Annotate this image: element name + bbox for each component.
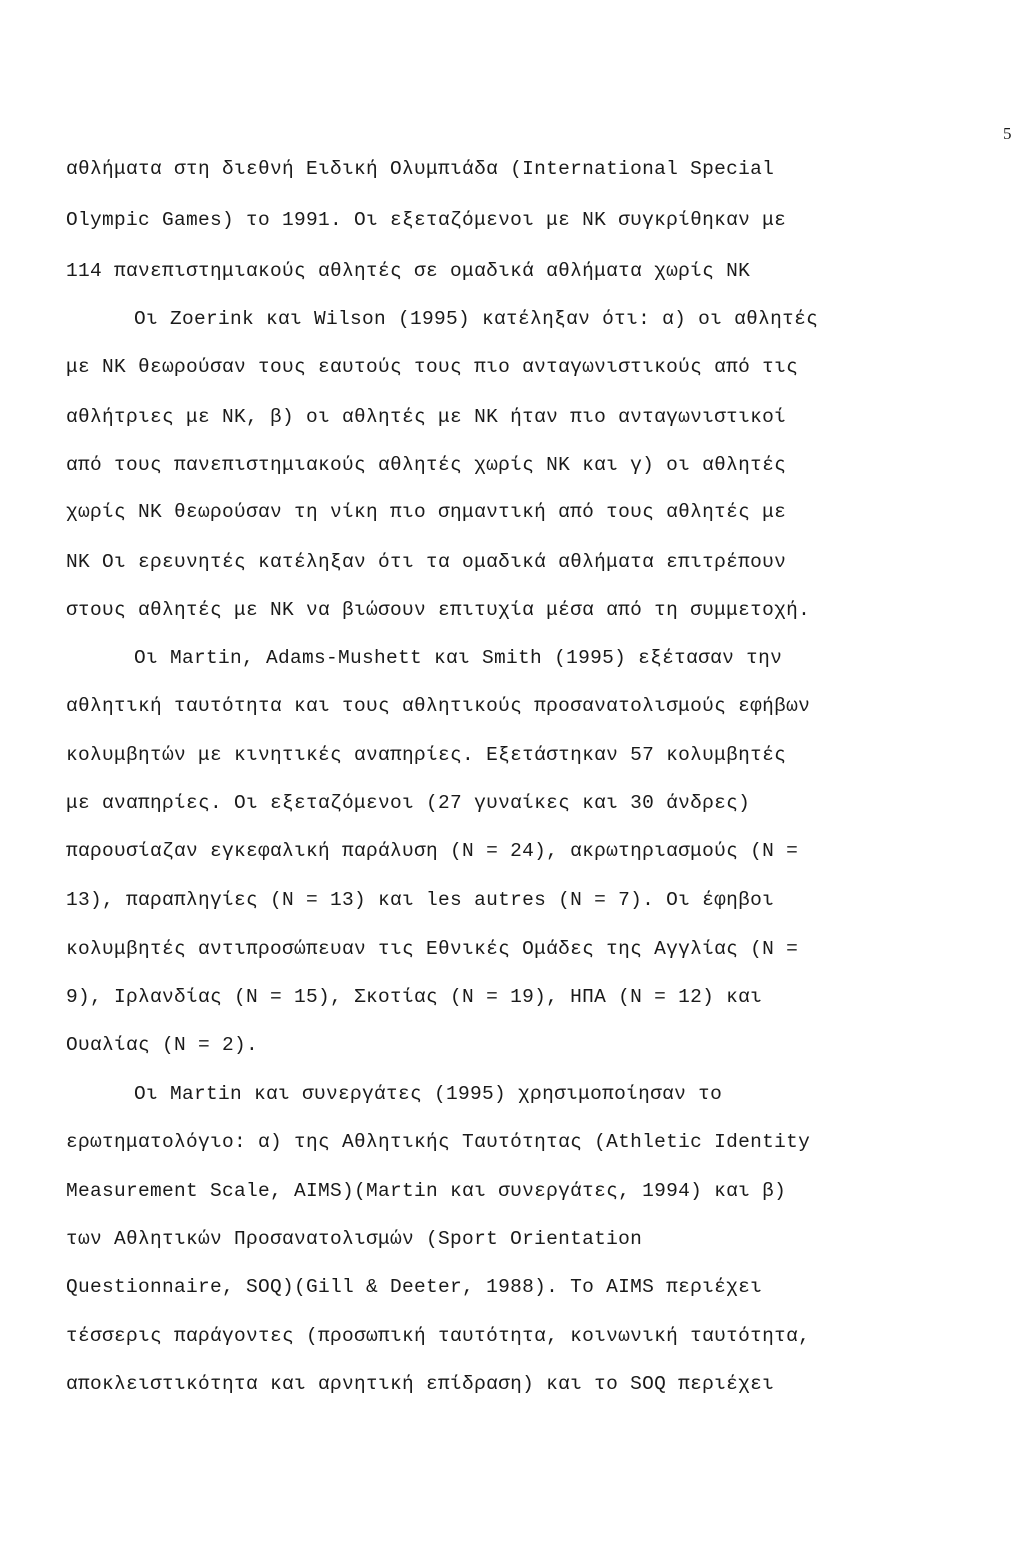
text-line: Measurement Scale, AIMS)(Martin και συνεργάτες, 1994) και β)	[66, 1180, 787, 1202]
text-line: Οι Martin, Adams-Mushett και Smith (1995) εξέτασαν την	[134, 647, 783, 669]
text-line: αθλήτριες με ΝΚ, β) οι αθλητές με ΝΚ ήταν πιο ανταγωνιστικοί	[66, 406, 787, 428]
text-line: ερωτηματολόγιο: α) της Αθλητικής Ταυτότητας (Athletic Identity	[66, 1131, 811, 1153]
text-line: αθλήματα στη διεθνή Ειδική Ολυμπιάδα (International Special	[66, 158, 775, 180]
text-line: Οι Zoerink και Wilson (1995) κατέληξαν ότι: α) οι αθλητές	[134, 308, 819, 330]
text-line: με ΝΚ θεωρούσαν τους εαυτούς τους πιο ανταγωνιστικούς από τις	[66, 356, 799, 378]
text-line: κολυμβητών με κινητικές αναπηρίες. Εξετάστηκαν 57 κολυμβητές	[66, 744, 787, 766]
text-line: των Αθλητικών Προσανατολισμών (Sport Orientation	[66, 1228, 643, 1250]
text-line: κολυμβητές αντιπροσώπευαν τις Εθνικές Ομάδες της Αγγλίας (Ν =	[66, 938, 799, 960]
text-line: στους αθλητές με ΝΚ να βιώσουν επιτυχία μέσα από τη συμμετοχή.	[66, 599, 811, 621]
text-line: 114 πανεπιστημιακούς αθλητές σε ομαδικά αθλήματα χωρίς ΝΚ	[66, 260, 751, 282]
text-line: χωρίς ΝΚ θεωρούσαν τη νίκη πιο σημαντική από τους αθλητές με	[66, 501, 787, 523]
text-line: τέσσερις παράγοντες (προσωπική ταυτότητα, κοινωνική ταυτότητα,	[66, 1325, 811, 1347]
text-line: αθλητική ταυτότητα και τους αθλητικούς προσανατολισμούς εφήβων	[66, 695, 811, 717]
text-line: με αναπηρίες. Οι εξεταζόμενοι (27 γυναίκες και 30 άνδρες)	[66, 792, 751, 814]
text-line: παρουσίαζαν εγκεφαλική παράλυση (Ν = 24), ακρωτηριασμούς (Ν =	[66, 840, 799, 862]
text-line: ΝΚ Οι ερευνητές κατέληξαν ότι τα ομαδικά αθλήματα επιτρέπουν	[66, 551, 787, 573]
text-line: Οι Martin και συνεργάτες (1995) χρησιμοποίησαν το	[134, 1083, 723, 1105]
text-line: 9), Ιρλανδίας (Ν = 15), Σκοτίας (Ν = 19), ΗΠΑ (Ν = 12) και	[66, 986, 763, 1008]
text-line: από τους πανεπιστημιακούς αθλητές χωρίς ΝΚ και γ) οι αθλητές	[66, 454, 787, 476]
text-line: αποκλειστικότητα και αρνητική επίδραση) και το SOQ περιέχει	[66, 1373, 775, 1395]
text-line: Ουαλίας (Ν = 2).	[66, 1034, 259, 1056]
page-number: 5	[1003, 124, 1012, 143]
text-line: Olympic Games) το 1991. Οι εξεταζόμενοι με ΝΚ συγκρίθηκαν με	[66, 209, 787, 231]
text-line: Questionnaire, SOQ)(Gill & Deeter, 1988). Το AIMS περιέχει	[66, 1276, 763, 1298]
text-line: 13), παραπληγίες (Ν = 13) και les autres (Ν = 7). Οι έφηβοι	[66, 889, 775, 911]
